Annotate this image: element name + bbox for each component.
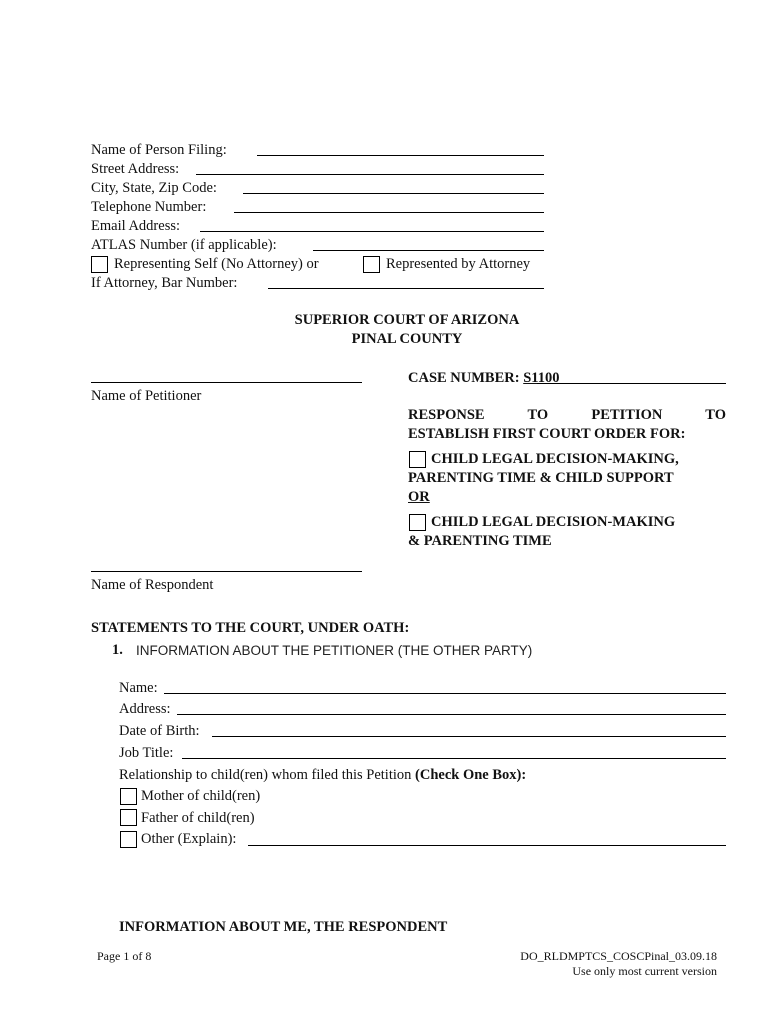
self-representation-label: Representing Self (No Attorney) or <box>114 256 319 272</box>
respondent-label: Name of Respondent <box>91 577 214 593</box>
filer-atlas-field[interactable] <box>313 250 544 251</box>
footer-right <box>520 949 717 979</box>
mother-label: Mother of child(ren) <box>141 788 261 804</box>
other-label: Other (Explain): <box>141 831 237 847</box>
page-number: Page 1 of 8 <box>97 949 152 963</box>
petitioner-info-address-field[interactable] <box>177 714 726 715</box>
filer-phone-label: Telephone Number: <box>91 199 207 215</box>
bar-number-label: If Attorney, Bar Number: <box>91 275 238 291</box>
father-checkbox[interactable] <box>120 809 137 826</box>
relationship-label: Relationship to child(ren) whom filed this Petition <box>119 767 412 783</box>
petitioner-label: Name of Petitioner <box>91 388 202 404</box>
father-label: Father of child(ren) <box>141 810 255 826</box>
option-full-line1: CHILD LEGAL DECISION-MAKING, <box>431 451 679 467</box>
filer-street-field[interactable] <box>196 174 544 175</box>
petitioner-info-name-label: Name: <box>119 680 158 696</box>
option-full-line2: PARENTING TIME & CHILD SUPPORT <box>408 470 674 486</box>
filer-atlas-label: ATLAS Number (if applicable): <box>91 237 277 253</box>
or-label: OR <box>408 489 430 505</box>
attorney-representation-checkbox[interactable] <box>363 256 380 273</box>
case-number-label: CASE NUMBER: <box>408 370 520 386</box>
filer-street-label: Street Address: <box>91 161 180 177</box>
petitioner-name-field[interactable] <box>91 382 362 383</box>
court-name: SUPERIOR COURT OF ARIZONA <box>294 312 520 328</box>
version-note: Use only most current version <box>572 964 717 978</box>
section2-title: INFORMATION ABOUT ME, THE RESPONDENT <box>119 919 448 935</box>
filer-city-field[interactable] <box>243 193 544 194</box>
petitioner-info-name-field[interactable] <box>164 693 726 694</box>
petitioner-info-job-field[interactable] <box>182 758 726 759</box>
case-number-underline <box>537 383 726 384</box>
self-representation-checkbox[interactable] <box>91 256 108 273</box>
option-full-checkbox[interactable] <box>409 451 426 468</box>
filer-name-label: Name of Person Filing: <box>91 142 227 158</box>
other-explain-field[interactable] <box>248 845 726 846</box>
case-number-row <box>408 369 726 388</box>
relationship-row <box>119 766 526 784</box>
relationship-instruction: (Check One Box): <box>415 767 527 783</box>
filer-email-label: Email Address: <box>91 218 181 234</box>
bar-number-field[interactable] <box>268 288 544 289</box>
court-county: PINAL COUNTY <box>351 331 463 347</box>
option-partial-line2: & PARENTING TIME <box>408 533 552 549</box>
document-title-line1: RESPONSE TO PETITION TO <box>408 407 726 423</box>
mother-checkbox[interactable] <box>120 788 137 805</box>
option-partial-line1: CHILD LEGAL DECISION-MAKING <box>431 514 676 530</box>
petitioner-info-dob-field[interactable] <box>212 736 726 737</box>
filer-city-label: City, State, Zip Code: <box>91 180 217 196</box>
petitioner-info-address-label: Address: <box>119 701 171 717</box>
other-checkbox[interactable] <box>120 831 137 848</box>
document-title-line2: ESTABLISH FIRST COURT ORDER FOR: <box>408 426 686 442</box>
petitioner-info-dob-label: Date of Birth: <box>119 723 200 739</box>
respondent-name-field[interactable] <box>91 571 362 572</box>
filer-phone-field[interactable] <box>234 212 544 213</box>
section1-number: 1. <box>112 642 123 658</box>
statements-heading: STATEMENTS TO THE COURT, UNDER OATH: <box>91 620 410 636</box>
form-code: DO_RLDMPTCS_COSCPinal_03.09.18 <box>520 949 717 963</box>
petitioner-info-job-label: Job Title: <box>119 745 174 761</box>
filer-name-field[interactable] <box>257 155 544 156</box>
filer-email-field[interactable] <box>200 231 544 232</box>
option-partial-checkbox[interactable] <box>409 514 426 531</box>
case-number-value[interactable]: S1100 <box>523 370 560 386</box>
attorney-representation-label: Represented by Attorney <box>386 256 531 272</box>
section1-title: INFORMATION ABOUT THE PETITIONER (THE OTHER PARTY) <box>136 643 533 658</box>
